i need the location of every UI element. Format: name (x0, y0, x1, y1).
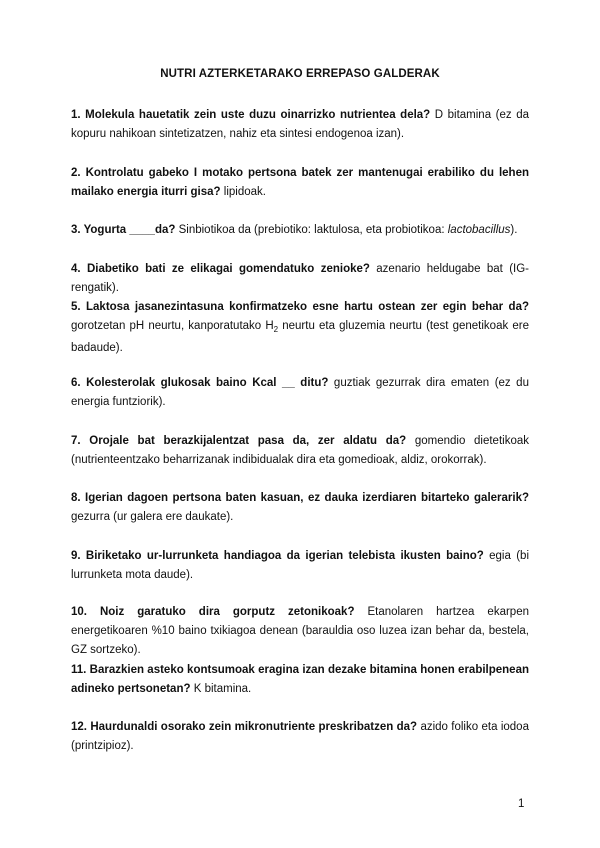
question-4 (71, 260, 529, 298)
answer-text-end: neurtu eta gluzemia neurtu (test genetikoak ere badaude). (71, 320, 529, 354)
question-2 (71, 164, 529, 202)
answer-text: gorotzetan pH neurtu, kanporatutako H (71, 320, 274, 332)
question-11 (71, 661, 529, 699)
answer-text: K bitamina. (193, 683, 252, 695)
answer-text: Etanolaren hartzea ekarpen energetikoaren %10 baino txikiagoa denean (barauldia oso luzea izan behar da, bestela, GZ sortzeko). (71, 606, 529, 656)
question-8 (71, 489, 529, 527)
question-text: 8. Igerian dagoen pertsona baten kasuan, ez dauka izerdiaren bitarteko galerarik? (71, 492, 529, 504)
question-1 (71, 106, 529, 144)
page-number: 1 (518, 798, 525, 810)
answer-text: lipidoak. (223, 186, 266, 198)
question-text: 3. Yogurta ____da? (71, 224, 176, 236)
question-text: 1. Molekula hauetatik zein uste duzu oinarrizko nutrientea dela? (71, 109, 431, 121)
question-text: 7. Orojale bat berazkijalentzat pasa da, zer aldatu da? (71, 435, 407, 447)
answer-text: guztiak gezurrak dira ematen (ez du energia funtziorik). (71, 377, 529, 408)
answer-text: D bitamina (ez da kopuru nahikoan sintetizatzen, nahiz eta sintesi endogenoa izan). (71, 109, 529, 140)
question-9 (71, 547, 529, 585)
answer-text: azenario heldugabe bat (IG-rengatik). (71, 263, 529, 294)
question-text: 2. Kontrolatu gabeko I motako pertsona batek zer mantenugai erabiliko du lehen mailako energia iturri gisa? (71, 167, 529, 198)
answer-text: azido foliko eta iodoa (printzipioz). (71, 721, 529, 752)
question-text: 6. Kolesterolak glukosak baino Kcal __ ditu? (71, 377, 329, 389)
question-text: 11. Barazkien asteko kontsumoak eragina izan dezake bitamina honen erabilpenean adineko pertsonetan? (71, 664, 529, 695)
question-10 (71, 603, 529, 660)
answer-text: egia (bi lurrunketa mota daude). (71, 550, 529, 581)
question-text: 9. Biriketako ur-lurrunketa handiagoa da igerian telebista ikusten baino? (71, 550, 484, 562)
question-6 (71, 374, 529, 412)
question-text: 10. Noiz garatuko dira gorputz zetonikoak? (71, 606, 355, 618)
question-12 (71, 718, 529, 756)
answer-italic: lactobacillus (447, 224, 511, 236)
question-text: 5. Laktosa jasanezintasuna konfirmatzeko esne hartu ostean zer egin behar da? (71, 301, 529, 313)
page-title: NUTRI AZTERKETARAKO ERREPASO GALDERAK (160, 68, 440, 80)
answer-subscript: 2 (273, 325, 279, 334)
answer-text: gezurra (ur galera ere daukate). (71, 511, 234, 523)
answer-text: Sinbiotikoa da (prebiotiko: laktulosa, eta probiotikoa: (178, 224, 445, 236)
question-text: 12. Haurdunaldi osorako zein mikronutriente preskribatzen da? (71, 721, 418, 733)
answer-text-end: ). (510, 224, 518, 236)
question-5 (71, 298, 529, 358)
question-text: 4. Diabetiko bati ze elikagai gomendatuko zenioke? (71, 263, 370, 275)
question-3 (71, 221, 529, 240)
question-7 (71, 432, 529, 470)
answer-text: gomendio dietetikoak (nutrienteentzako beharrizanak indibidualak dira eta gomedioak, aldiz, orokorrak). (71, 435, 529, 466)
